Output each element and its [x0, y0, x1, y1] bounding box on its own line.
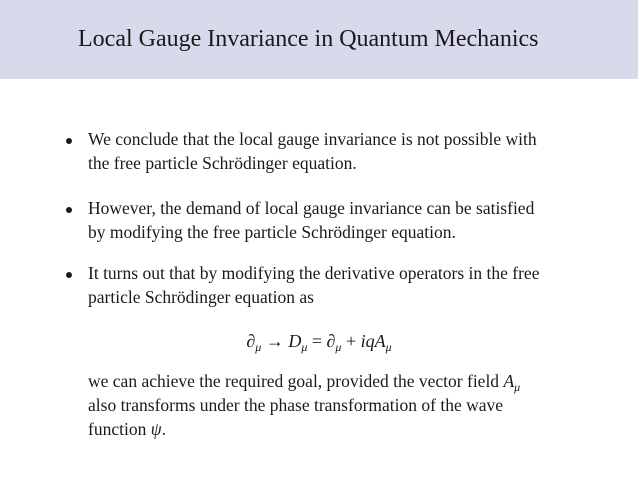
field-symbol: A: [503, 371, 515, 391]
bullet-2-line-1: However, the demand of local gauge invariance can be satisfied: [88, 198, 535, 218]
psi-symbol: ψ: [150, 419, 162, 439]
formula-plus: +: [345, 331, 357, 351]
continuation-period: .: [161, 419, 166, 439]
bullet-2-line-2: by modifying the free particle Schrödinger equation.: [88, 222, 456, 242]
continuation-line-3: [88, 417, 608, 441]
formula-sub-3: μ: [335, 340, 342, 354]
bullet-3-line-2: particle Schrödinger equation as: [88, 287, 314, 307]
continuation-line-3-text: function: [88, 419, 147, 439]
bullet-1-line-2: the free particle Schrödinger equation.: [88, 153, 357, 173]
formula-equals: =: [311, 331, 322, 351]
field-subscript: μ: [514, 380, 521, 394]
formula-partial-1: ∂: [246, 331, 256, 351]
formula-arrow: →: [265, 331, 284, 351]
continuation-line-1-text: we can achieve the required goal, provided the vector field: [88, 371, 500, 391]
formula-partial-2: ∂: [326, 331, 336, 351]
covariant-derivative-formula: [0, 329, 638, 353]
bullet-3-line-1: It turns out that by modifying the derivative operators in the free: [88, 263, 540, 283]
continuation-line-2: also transforms under the phase transformation of the wave: [88, 395, 504, 415]
bullet-3-marker: [66, 272, 72, 278]
formula-D: D: [288, 331, 302, 351]
bullet-1-marker: [66, 138, 72, 144]
bullet-1-line-1: We conclude that the local gauge invariance is not possible with: [88, 129, 537, 149]
formula-sub-1: μ: [255, 340, 262, 354]
slide-title: Local Gauge Invariance in Quantum Mechanics: [78, 26, 539, 52]
formula-iqA: iqA: [360, 331, 386, 351]
bullet-2-marker: [66, 207, 72, 213]
continuation-line-1: [88, 369, 608, 393]
formula-sub-2: μ: [301, 340, 308, 354]
formula-sub-4: μ: [385, 340, 392, 354]
